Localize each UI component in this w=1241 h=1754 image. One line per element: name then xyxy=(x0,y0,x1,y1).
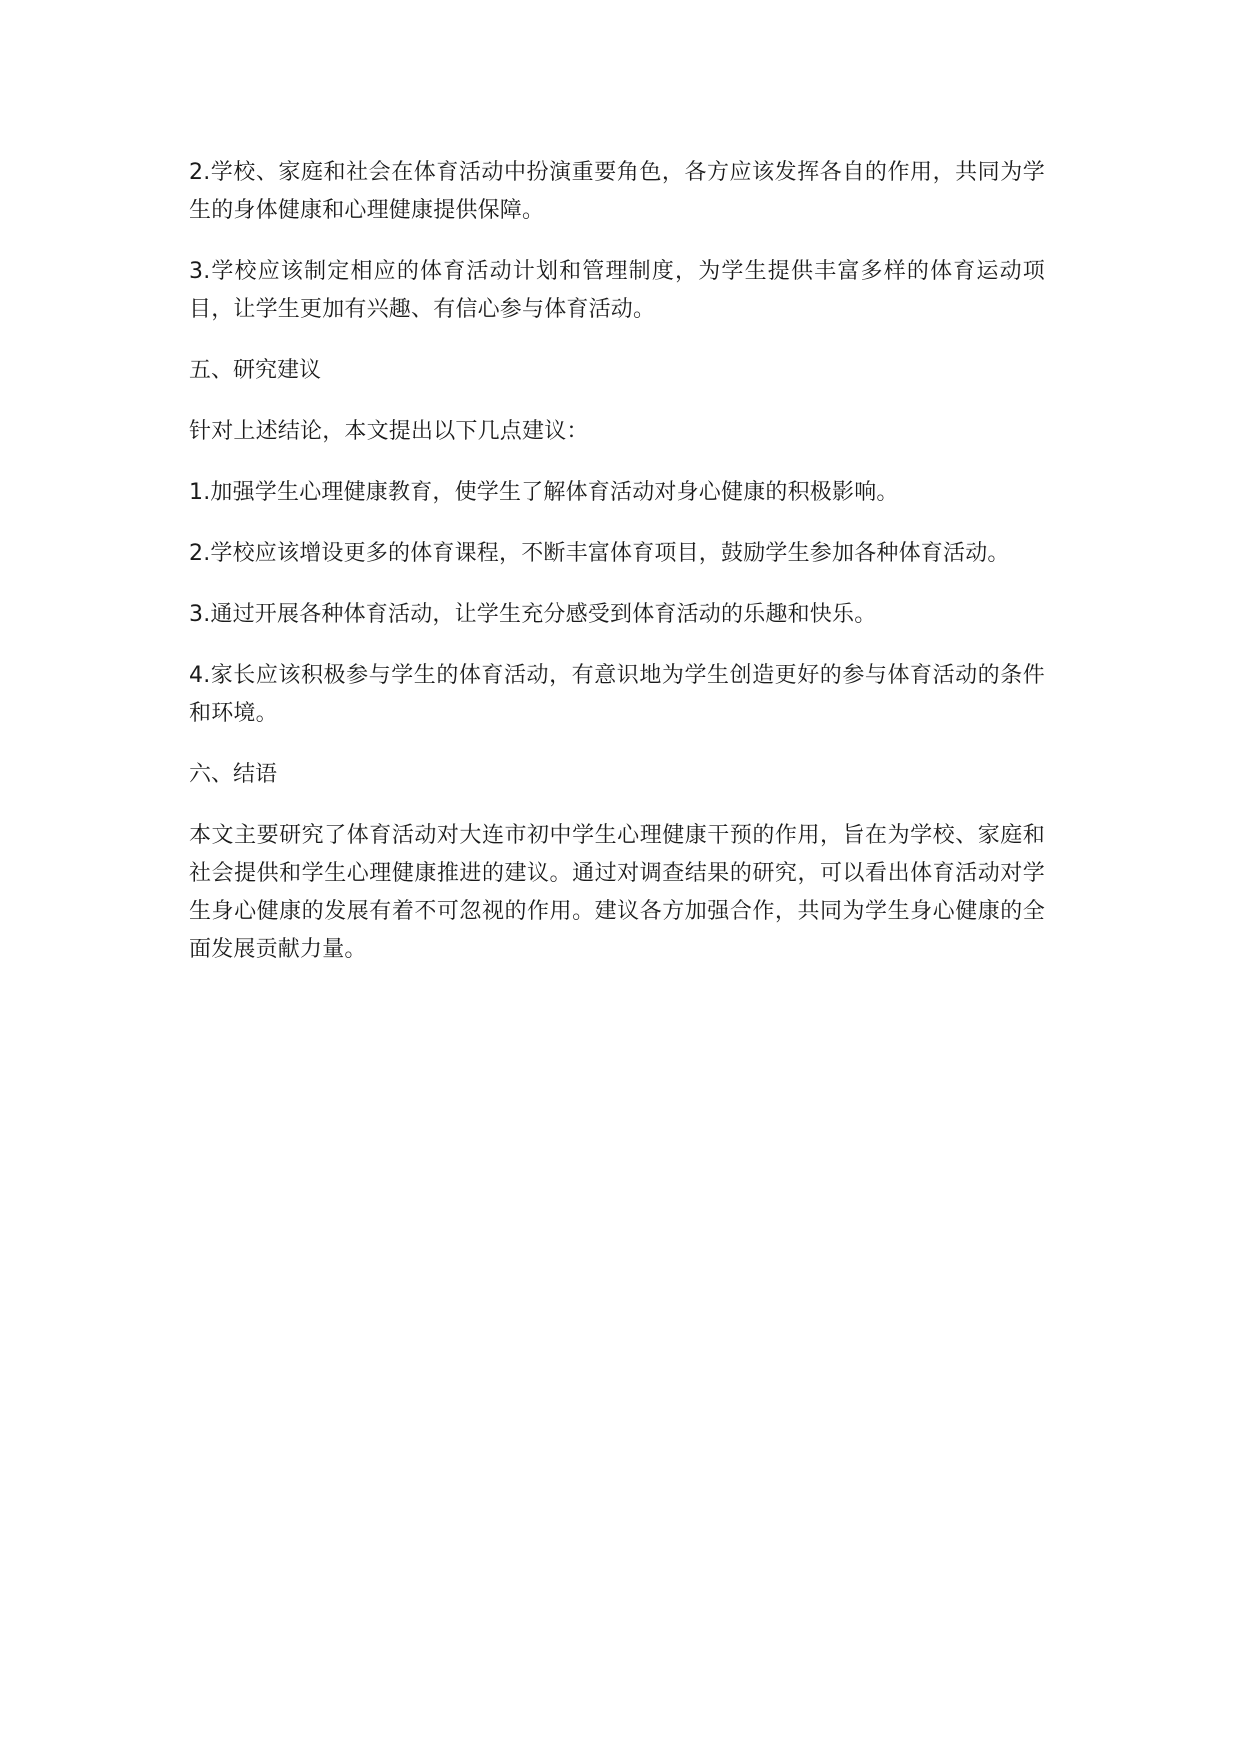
document-body xyxy=(189,154,1045,992)
paragraph-suggestions-intro: 针对上述结论，本文提出以下几点建议： xyxy=(189,419,589,444)
paragraph-suggestion-4: 4.家长应该积极参与学生的体育活动，有意识地为学生创造更好的参与体育活动的条件和环境。 xyxy=(189,663,1045,726)
paragraph-closing: 本文主要研究了体育活动对大连市初中学生心理健康干预的作用，旨在为学校、家庭和社会提供和学生心理健康推进的建议。通过对调查结果的研究，可以看出体育活动对学生身心健康的发展有着不可忽视的作用。建议各方加强合作，共同为学生身心健康的全面发展贡献力量。 xyxy=(189,823,1045,962)
paragraph-suggestion-3: 3.通过开展各种体育活动，让学生充分感受到体育活动的乐趣和快乐。 xyxy=(189,602,877,627)
paragraph-suggestion-2: 2.学校应该增设更多的体育课程，不断丰富体育项目，鼓励学生参加各种体育活动。 xyxy=(189,541,1010,566)
section-heading-conclusion: 六、结语 xyxy=(189,762,278,787)
paragraph-suggestion-1: 1.加强学生心理健康教育，使学生了解体育活动对身心健康的积极影响。 xyxy=(189,480,899,505)
paragraph-conclusion-2: 2.学校、家庭和社会在体育活动中扮演重要角色，各方应该发挥各自的作用，共同为学生的身体健康和心理健康提供保障。 xyxy=(189,160,1045,223)
section-heading-suggestions: 五、研究建议 xyxy=(189,358,322,383)
paragraph-conclusion-3: 3.学校应该制定相应的体育活动计划和管理制度，为学生提供丰富多样的体育运动项目，让学生更加有兴趣、有信心参与体育活动。 xyxy=(189,259,1045,322)
